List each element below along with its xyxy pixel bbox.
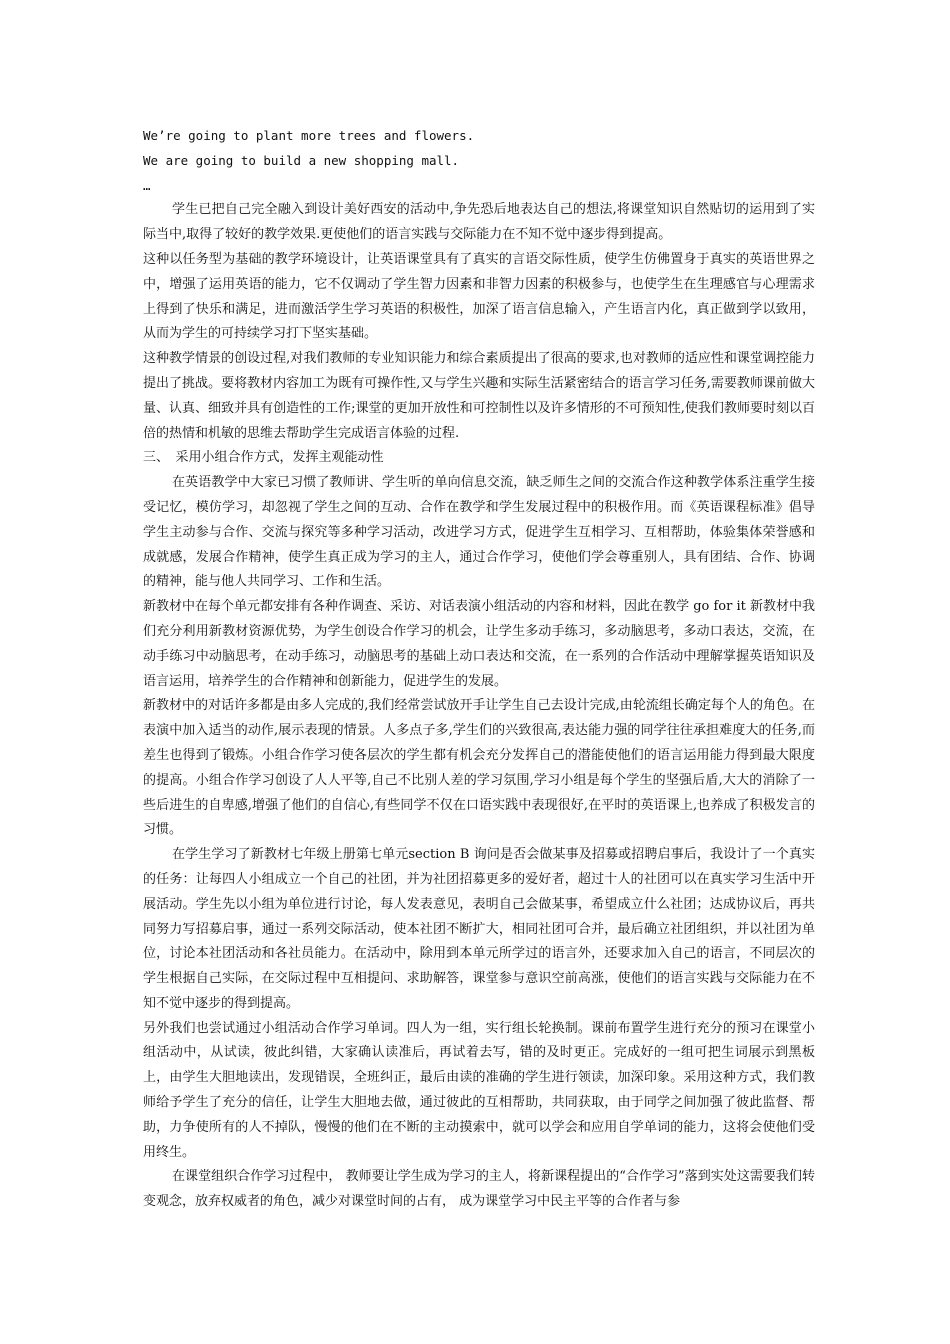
paragraph: 新教材中在每个单元都安排有各种作调查、采访、对话表演小组活动的内容和材料，因此在教学 go for it 新教材中我们充分利用新教材资源优势，为学生创设合作学习的机会，让学生多动手练习，多动脑思考，多动口表达，交流，在动手练习中动脑思考，在动手练习，动脑思考的基础上动口表达和交流，在一系列的合作活动中理解掌握英语知识及语言运用，培养学生的合作精神和创新能力，促进学生的发展。	[143, 599, 815, 689]
paragraph: 在英语教学中大家已习惯了教师讲、学生听的单向信息交流，缺乏师生之间的交流合作这种教学体系注重学生接受记忆，模仿学习，却忽视了学生之间的互动、合作在教学和学生发展过程中的积极作用。而《英语课程标准》倡导学生主动参与合作、交流与探究等多种学习活动，改进学习方式，促进学生互相学习、互相帮助，体验集体荣誉感和成就感，发展合作精神，使学生真正成为学习的主人，通过合作学习，使他们学会尊重别人，具有团结、合作、协调的精神，能与他人共同学习、工作和生活。	[143, 475, 815, 590]
paragraph: 另外我们也尝试通过小组活动合作学习单词。四人为一组，实行组长轮换制。课前布置学生进行充分的预习在课堂小组活动中，从试读，彼此纠错，大家确认读准后，再试着去写，错的及时更正。完成好的一组可把生词展示到黑板上，由学生大胆地读出，发现错误，全班纠正，最后由读的准确的学生进行领读，加深印象。采用这种方式，我们教师给予学生了充分的信任，让学生大胆地去做，通过彼此的互相帮助，共同获取，由于同学之间加强了彼此监督、帮助，力争使所有的人不掉队，慢慢的他们在不断的主动摸索中，就可以学会和应用自学单词的能力，这将会使他们受用终生。	[143, 1020, 815, 1160]
document-page	[143, 124, 815, 1215]
english-example-line: We are going to build a new shopping mall.	[143, 152, 460, 168]
paragraph: 新教材中的对话许多都是由多人完成的,我们经常尝试放开手让学生自己去设计完成,由轮流组长确定每个人的角色。在表演中加入适当的动作,展示表现的情景。人多点子多,学生们的兴致很高,表达能力强的同学往往承担难度大的任务,而差生也得到了锻炼。小组合作学习使各层次的学生都有机会充分发挥自己的潜能使他们的语言运用能力得到最大限度的提高。小组合作学习创设了人人平等,自己不比别人差的学习氛围,学习小组是每个学生的坚强后盾,大大的消除了一些后进生的自卑感,增强了他们的自信心,有些同学不仅在口语实践中表现很好,在平时的英语课上,也养成了积极发言的习惯。	[143, 698, 815, 838]
paragraph: 学生已把自己完全融入到设计美好西安的活动中,争先恐后地表达自己的想法,将课堂知识自然贴切的运用到了实际当中,取得了较好的教学效果.更使他们的语言实践与交际能力在不知不觉中逐步得到提高。	[143, 202, 815, 243]
paragraph: 在学生学习了新教材七年级上册第七单元section B 询问是否会做某事及招募或招聘启事后，我设计了一个真实的任务：让每四人小组成立一个自己的社团，并为社团招募更多的爱好者，超过十人的社团可以在真实学习生活中开展活动。学生先以小组为单位进行讨论，每人发表意见，表明自己会做某事，希望成立什么社团；达成协议后，再共同努力写招募启事，通过一系列交际活动，使本社团不断扩大，相同社团可合并，最后确立社团组织，并以社团为单位，讨论本社团活动和各社员能力。在活动中，除用到本单元所学过的语言外，还要求加入自己的语言，不同层次的学生根据自己实际，在交际过程中互相提问、求助解答，课堂参与意识空前高涨，使他们的语言实践与交际能力在不知不觉中逐步的得到提高。	[143, 847, 815, 1011]
section-heading: 三、 采用小组合作方式，发挥主观能动性	[143, 450, 384, 466]
paragraph: 这种以任务型为基础的教学环境设计，让英语课堂具有了真实的言语交际性质，使学生仿佛置身于真实的英语世界之中，增强了运用英语的能力，它不仅调动了学生智力因素和非智力因素的积极参与，也使学生在生理感官与心理需求上得到了快乐和满足，进而激活学生学习英语的积极性，加深了语言信息输入，产生语言内化，真正做到学以致用，从而为学生的可持续学习打下坚实基础。	[143, 251, 815, 342]
paragraph: 这种教学情景的创设过程,对我们教师的专业知识能力和综合素质提出了很高的要求,也对教师的适应性和课堂调控能力提出了挑战。要将教材内容加工为既有可操作性,又与学生兴趣和实际生活紧密结合的语言学习任务,需要教师课前做大量、认真、细致并具有创造性的工作;课堂的更加开放性和可控制性以及许多情形的不可预知性,使我们教师要时刻以百倍的热情和机敏的思维去帮助学生完成语言体验的过程.	[143, 351, 815, 441]
paragraph: 在课堂组织合作学习过程中， 教师要让学生成为学习的主人，将新课程提出的“合作学习”落到实处这需要我们转变观念，放弃权威者的角色，减少对课堂时间的占有， 成为课堂学习中民主平等的合作者与参	[143, 1169, 815, 1210]
english-example-line: We’re going to plant more trees and flowers.	[143, 128, 475, 143]
ellipsis-line: …	[143, 177, 151, 193]
